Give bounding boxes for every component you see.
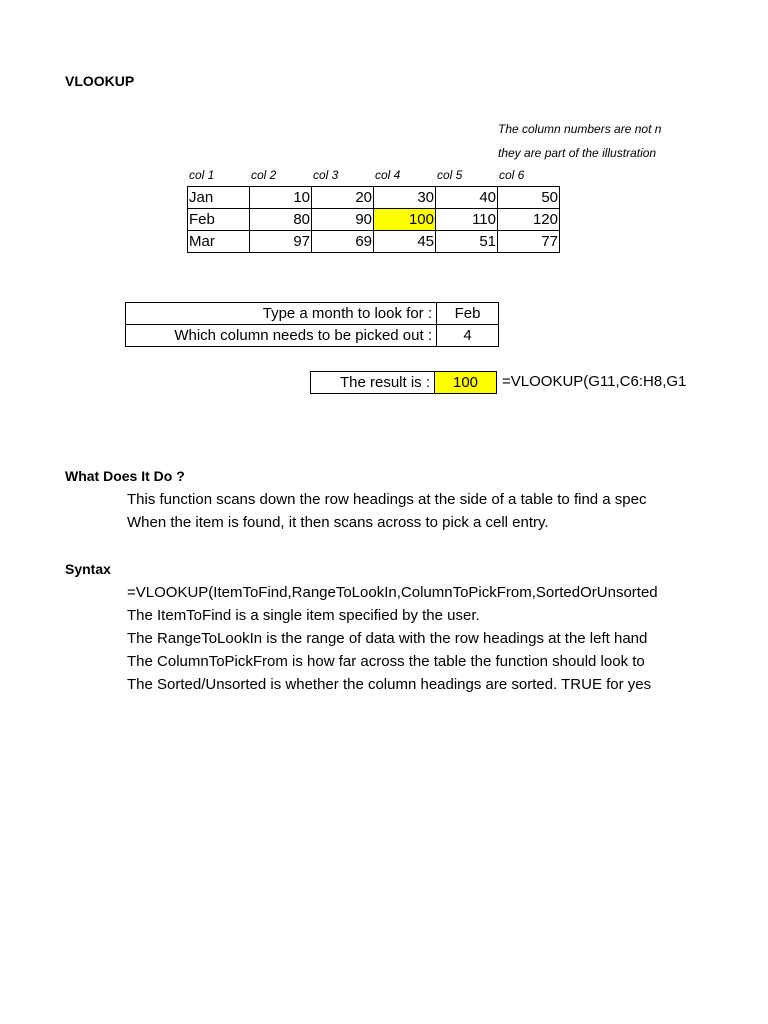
table-cell[interactable]: 20 (312, 187, 374, 209)
result-value-cell[interactable]: 100 (435, 372, 497, 394)
table-row (311, 372, 497, 394)
month-label: Type a month to look for : (126, 303, 437, 325)
table-cell[interactable]: 50 (498, 187, 560, 209)
column-header-5: col 5 (437, 168, 463, 182)
row-label-cell[interactable]: Jan (188, 187, 250, 209)
column-header-1: col 1 (189, 168, 215, 182)
highlighted-cell[interactable]: 100 (374, 209, 436, 231)
row-label-cell[interactable]: Mar (188, 231, 250, 253)
table-cell[interactable]: 51 (436, 231, 498, 253)
result-formula: =VLOOKUP(G11,C6:H8,G1 (502, 373, 686, 390)
column-header-6: col 6 (499, 168, 525, 182)
what-does-it-do-heading: What Does It Do ? (65, 468, 185, 484)
column-header-3: col 3 (313, 168, 339, 182)
note-line-1: The column numbers are not n (498, 122, 662, 136)
table-row (188, 231, 560, 253)
table-cell[interactable]: 10 (250, 187, 312, 209)
table-row (126, 303, 499, 325)
table-cell[interactable]: 30 (374, 187, 436, 209)
table-cell[interactable]: 97 (250, 231, 312, 253)
column-header-2: col 2 (251, 168, 277, 182)
month-input-cell[interactable]: Feb (437, 303, 499, 325)
syntax-line-1: =VLOOKUP(ItemToFind,RangeToLookIn,ColumnToPickFrom,SortedOrUnsorted (127, 584, 658, 601)
table-cell[interactable]: 45 (374, 231, 436, 253)
table-cell[interactable]: 40 (436, 187, 498, 209)
table-row (188, 187, 560, 209)
table-row (126, 325, 499, 347)
syntax-line-2: The ItemToFind is a single item specified by the user. (127, 607, 480, 624)
table-cell[interactable]: 90 (312, 209, 374, 231)
description-line-2: When the item is found, it then scans across to pick a cell entry. (127, 514, 549, 531)
table-cell[interactable]: 110 (436, 209, 498, 231)
result-label: The result is : (311, 372, 435, 394)
syntax-heading: Syntax (65, 561, 111, 577)
table-cell[interactable]: 77 (498, 231, 560, 253)
column-header-4: col 4 (375, 168, 401, 182)
table-cell[interactable]: 80 (250, 209, 312, 231)
row-label-cell[interactable]: Feb (188, 209, 250, 231)
syntax-line-3: The RangeToLookIn is the range of data with the row headings at the left hand (127, 630, 648, 647)
table-row (188, 209, 560, 231)
data-table (187, 186, 560, 253)
result-table (310, 371, 497, 394)
table-cell[interactable]: 69 (312, 231, 374, 253)
sheet-title: VLOOKUP (65, 73, 135, 89)
description-line-1: This function scans down the row headings at the side of a table to find a spec (127, 491, 647, 508)
syntax-line-5: The Sorted/Unsorted is whether the column headings are sorted. TRUE for yes (127, 676, 652, 693)
column-input-cell[interactable]: 4 (437, 325, 499, 347)
lookup-input-table (125, 302, 499, 347)
syntax-line-4: The ColumnToPickFrom is how far across the table the function should look to (127, 653, 645, 670)
table-cell[interactable]: 120 (498, 209, 560, 231)
column-label: Which column needs to be picked out : (126, 325, 437, 347)
note-line-2: they are part of the illustration (498, 146, 657, 160)
